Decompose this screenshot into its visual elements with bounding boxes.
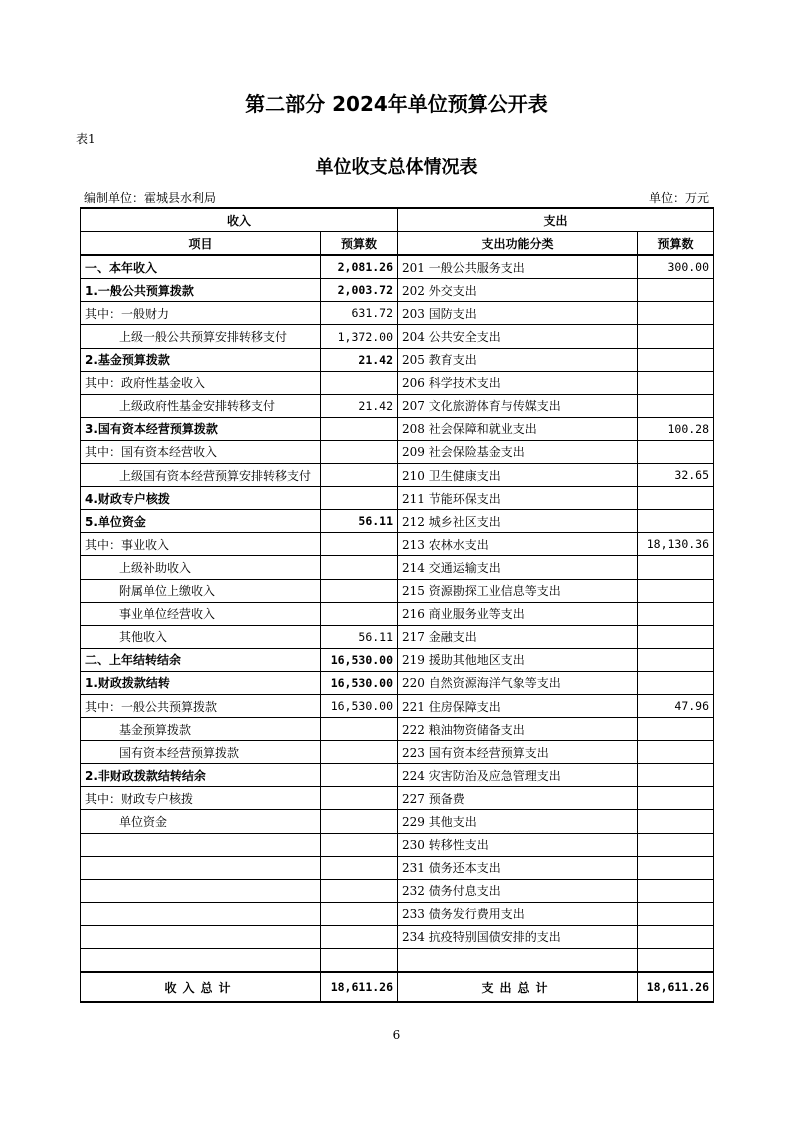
- income-budget-cell: [321, 556, 398, 579]
- income-budget-cell: [321, 949, 398, 973]
- income-item-cell: 其他收入: [81, 625, 321, 648]
- income-item-cell: 2.基金预算拨款: [81, 348, 321, 371]
- income-item-cell: [81, 856, 321, 879]
- page-title: 第二部分 2024年单位预算公开表: [245, 92, 548, 116]
- income-budget-cell: 21.42: [321, 394, 398, 417]
- table-row: [81, 417, 714, 440]
- income-item-cell: 其中：一般公共预算拨款: [81, 694, 321, 717]
- income-budget-cell: [321, 741, 398, 764]
- expense-budget-cell: [638, 325, 714, 348]
- income-budget-cell: [321, 464, 398, 487]
- table-row: [81, 810, 714, 833]
- expense-category-cell: 205 教育支出: [398, 348, 638, 371]
- income-budget-cell: [321, 487, 398, 510]
- expense-budget-cell: [638, 556, 714, 579]
- income-item-cell: 上级国有资本经营预算安排转移支付: [81, 464, 321, 487]
- income-item-cell: 上级政府性基金安排转移支付: [81, 394, 321, 417]
- expense-category-cell: 202 外交支出: [398, 279, 638, 302]
- expense-budget-cell: [638, 348, 714, 371]
- expense-budget-cell: [638, 602, 714, 625]
- income-item-cell: [81, 833, 321, 856]
- expense-budget-cell: [638, 764, 714, 787]
- table-row: [81, 556, 714, 579]
- item-column-header: 项目: [81, 232, 321, 256]
- expense-category-cell: 212 城乡社区支出: [398, 510, 638, 533]
- income-item-cell: 附属单位上缴收入: [81, 579, 321, 602]
- income-item-cell: 一、本年收入: [81, 255, 321, 279]
- compiling-unit: 编制单位：霍城县水利局: [84, 191, 217, 205]
- income-item-cell: 5.单位资金: [81, 510, 321, 533]
- table-number: 表1: [76, 132, 96, 146]
- page-number: 6: [392, 1028, 401, 1042]
- income-item-cell: [81, 902, 321, 925]
- table-row: [81, 694, 714, 717]
- expense-category-cell: 209 社会保险基金支出: [398, 440, 638, 463]
- expense-budget-cell: [638, 856, 714, 879]
- income-budget-cell: [321, 417, 398, 440]
- expense-budget-cell: [638, 302, 714, 325]
- income-item-cell: 1.财政拨款结转: [81, 671, 321, 694]
- table-row: [81, 879, 714, 902]
- table-row: [81, 533, 714, 556]
- expense-category-cell: 227 预备费: [398, 787, 638, 810]
- expense-category-cell: 201 一般公共服务支出: [398, 255, 638, 279]
- expense-budget-cell: [638, 510, 714, 533]
- expense-budget-cell: [638, 648, 714, 671]
- income-budget-cell: 2,081.26: [321, 255, 398, 279]
- expense-category-cell: 221 住房保障支出: [398, 694, 638, 717]
- income-budget-cell: [321, 787, 398, 810]
- expense-category-cell: 206 科学技术支出: [398, 371, 638, 394]
- expense-total-value: 18,611.26: [638, 972, 714, 1002]
- expense-category-cell: 234 抗疫特别国债安排的支出: [398, 925, 638, 948]
- income-budget-cell: [321, 602, 398, 625]
- expense-category-cell: 210 卫生健康支出: [398, 464, 638, 487]
- expense-budget-cell: [638, 625, 714, 648]
- expense-budget-cell: 300.00: [638, 255, 714, 279]
- expense-budget-cell: [638, 718, 714, 741]
- income-item-cell: 其中：国有资本经营收入: [81, 440, 321, 463]
- table-row: [81, 625, 714, 648]
- income-item-cell: 其中：财政专户核拨: [81, 787, 321, 810]
- expense-budget-cell: [638, 902, 714, 925]
- income-budget-cell: [321, 879, 398, 902]
- expense-category-cell: 214 交通运输支出: [398, 556, 638, 579]
- budget-table-body: [81, 255, 714, 972]
- income-item-cell: 上级一般公共预算安排转移支付: [81, 325, 321, 348]
- income-budget-cell: 16,530.00: [321, 694, 398, 717]
- expense-budget-cell: 32.65: [638, 464, 714, 487]
- expense-budget-cell: [638, 879, 714, 902]
- expense-budget-cell: [638, 741, 714, 764]
- income-budget-cell: 631.72: [321, 302, 398, 325]
- income-budget-cell: [321, 764, 398, 787]
- expense-category-cell: 216 商业服务业等支出: [398, 602, 638, 625]
- expense-budget-cell: [638, 579, 714, 602]
- expense-group-header: 支出: [398, 208, 714, 232]
- income-budget-cell: 16,530.00: [321, 671, 398, 694]
- expense-category-cell: 213 农林水支出: [398, 533, 638, 556]
- income-item-cell: 二、上年结转结余: [81, 648, 321, 671]
- expense-budget-cell: 18,130.36: [638, 533, 714, 556]
- expense-category-cell: 224 灾害防治及应急管理支出: [398, 764, 638, 787]
- budget-table: [80, 207, 714, 1003]
- currency-unit: 单位：万元: [648, 191, 709, 205]
- expense-budget-cell: [638, 925, 714, 948]
- expense-budget-cell: [638, 440, 714, 463]
- expense-category-cell: [398, 949, 638, 973]
- income-total-value: 18,611.26: [321, 972, 398, 1002]
- income-budget-cell: [321, 856, 398, 879]
- table-row: [81, 302, 714, 325]
- income-budget-cell: [321, 902, 398, 925]
- table-row: [81, 671, 714, 694]
- income-item-cell: 单位资金: [81, 810, 321, 833]
- expense-category-cell: 208 社会保障和就业支出: [398, 417, 638, 440]
- income-budget-cell: [321, 579, 398, 602]
- table-row: [81, 371, 714, 394]
- table-row: [81, 464, 714, 487]
- expense-category-cell: 222 粮油物资储备支出: [398, 718, 638, 741]
- expense-category-cell: 203 国防支出: [398, 302, 638, 325]
- budget2-column-header: 预算数: [638, 232, 714, 256]
- income-item-cell: 其中：政府性基金收入: [81, 371, 321, 394]
- budget-column-header: 预算数: [321, 232, 398, 256]
- expense-budget-cell: [638, 371, 714, 394]
- table-title: 单位收支总体情况表: [315, 157, 478, 178]
- table-row: [81, 718, 714, 741]
- expense-category-cell: 219 援助其他地区支出: [398, 648, 638, 671]
- table-row: [81, 902, 714, 925]
- table-row: [81, 394, 714, 417]
- total-row: [81, 972, 714, 1002]
- table-row: [81, 648, 714, 671]
- income-item-cell: [81, 949, 321, 973]
- income-budget-cell: [321, 810, 398, 833]
- expense-budget-cell: [638, 487, 714, 510]
- expense-category-cell: 231 债务还本支出: [398, 856, 638, 879]
- table-row: [81, 833, 714, 856]
- income-budget-cell: [321, 833, 398, 856]
- expense-category-cell: 220 自然资源海洋气象等支出: [398, 671, 638, 694]
- table-row: [81, 279, 714, 302]
- expense-category-cell: 230 转移性支出: [398, 833, 638, 856]
- expense-total-label: 支出总计: [398, 972, 638, 1002]
- expense-budget-cell: [638, 394, 714, 417]
- expense-budget-cell: [638, 810, 714, 833]
- income-budget-cell: 21.42: [321, 348, 398, 371]
- expense-category-cell: 233 债务发行费用支出: [398, 902, 638, 925]
- table-row: [81, 579, 714, 602]
- income-budget-cell: 2,003.72: [321, 279, 398, 302]
- income-budget-cell: [321, 440, 398, 463]
- table-row: [81, 741, 714, 764]
- income-budget-cell: 56.11: [321, 625, 398, 648]
- expense-budget-cell: 100.28: [638, 417, 714, 440]
- income-item-cell: 上级补助收入: [81, 556, 321, 579]
- expense-category-cell: 204 公共安全支出: [398, 325, 638, 348]
- income-item-cell: [81, 925, 321, 948]
- table-row: [81, 949, 714, 973]
- expense-category-cell: 232 债务付息支出: [398, 879, 638, 902]
- expense-budget-cell: [638, 833, 714, 856]
- table-row: [81, 325, 714, 348]
- table-row: [81, 602, 714, 625]
- expense-budget-cell: [638, 949, 714, 973]
- expense-category-cell: 207 文化旅游体育与传媒支出: [398, 394, 638, 417]
- income-budget-cell: [321, 371, 398, 394]
- table-row: [81, 487, 714, 510]
- income-item-cell: [81, 879, 321, 902]
- income-budget-cell: [321, 925, 398, 948]
- table-row: [81, 440, 714, 463]
- expense-budget-cell: [638, 787, 714, 810]
- table-row: [81, 764, 714, 787]
- income-budget-cell: [321, 533, 398, 556]
- income-item-cell: 其中：一般财力: [81, 302, 321, 325]
- expense-category-cell: 215 资源勘探工业信息等支出: [398, 579, 638, 602]
- income-budget-cell: 1,372.00: [321, 325, 398, 348]
- income-item-cell: 2.非财政拨款结转结余: [81, 764, 321, 787]
- income-item-cell: 国有资本经营预算拨款: [81, 741, 321, 764]
- expense-budget-cell: [638, 279, 714, 302]
- income-item-cell: 4.财政专户核拨: [81, 487, 321, 510]
- income-budget-cell: 56.11: [321, 510, 398, 533]
- income-item-cell: 其中：事业收入: [81, 533, 321, 556]
- table-row: [81, 856, 714, 879]
- table-row: [81, 925, 714, 948]
- expense-budget-cell: 47.96: [638, 694, 714, 717]
- expense-category-cell: 211 节能环保支出: [398, 487, 638, 510]
- column-header-row: [81, 232, 714, 256]
- income-budget-cell: [321, 718, 398, 741]
- income-group-header: 收入: [81, 208, 398, 232]
- group-header-row: [81, 208, 714, 232]
- expense-budget-cell: [638, 671, 714, 694]
- table-row: [81, 510, 714, 533]
- category-column-header: 支出功能分类: [398, 232, 638, 256]
- table-row: [81, 348, 714, 371]
- income-item-cell: 事业单位经营收入: [81, 602, 321, 625]
- income-item-cell: 1.一般公共预算拨款: [81, 279, 321, 302]
- income-item-cell: 3.国有资本经营预算拨款: [81, 417, 321, 440]
- expense-category-cell: 223 国有资本经营预算支出: [398, 741, 638, 764]
- income-budget-cell: 16,530.00: [321, 648, 398, 671]
- income-item-cell: 基金预算拨款: [81, 718, 321, 741]
- expense-category-cell: 229 其他支出: [398, 810, 638, 833]
- expense-category-cell: 217 金融支出: [398, 625, 638, 648]
- income-total-label: 收入总计: [81, 972, 321, 1002]
- table-row: [81, 787, 714, 810]
- table-row: [81, 255, 714, 279]
